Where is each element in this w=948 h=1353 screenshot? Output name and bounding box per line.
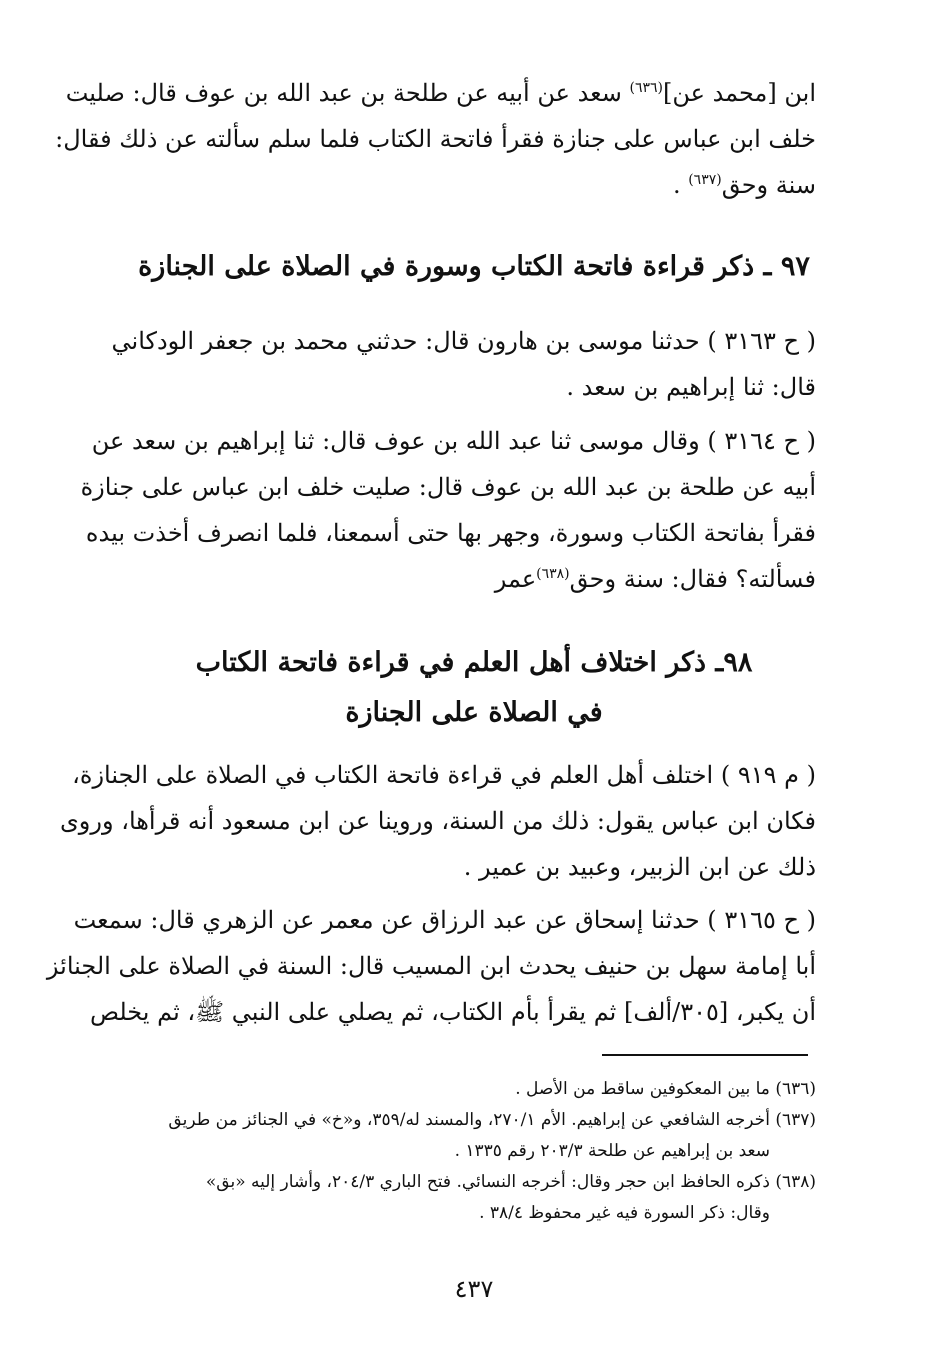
hadith-3163: ( ح ٣١٦٣ ) حدثنا موسى بن هارون قال: حدثني محمد بن جعفر الودكاني قال: ثنا إبراهيم بن سعد .: [111, 327, 816, 401]
footnote-636: (٦٣٦) ما بين المعكوفين ساقط من الأصل .: [515, 1079, 816, 1099]
hadith-3165: ( ح ٣١٦٥ ) حدثنا إسحاق عن عبد الرزاق عن معمر عن الزهري قال: سمعت أبا إمامة سهل بن حنيف يحدث ابن المسيب قال: السنة في الصلاة على الجنائز أن يكبر، [٣٠٥/ألف] ثم يقرأ بأم الكتاب، ثم يصلي على النبي ﷺ، ثم يخلص: [46, 906, 816, 1026]
page-number: ٤٣٧: [454, 1275, 494, 1303]
intro-line: خلف ابن عباس على جنازة فقرأ فاتحة الكتاب فلما سلم سألته عن ذلك فقال:: [55, 125, 816, 153]
footnote-638: (٦٣٨) ذكره الحافظ ابن حجر وقال: أخرجه النسائي. فتح الباري ٢٠٤/٣، وأشار إليه «بق»: [205, 1172, 816, 1192]
footnotes: [126, 1074, 816, 1229]
masala-919: ( م ٩١٩ ) اختلف أهل العلم في قراءة فاتحة الكتاب في الصلاة على الجنازة، فكان ابن عباس يقول: ذلك من السنة، وروينا عن ابن مسعود أنه قرأها، وروى ذلك عن ابن الزبير، وعبيد بن عمير .: [60, 761, 816, 881]
intro-line: سنة وحق$^{(٦٣٧)}$ .: [672, 171, 816, 199]
footnote-ref[interactable]: (٦٣٦): [629, 80, 663, 96]
intro-line: ابن [محمد عن]$^{(٦٣٦)}$ سعد عن أبيه عن طلحة بن عبد الله بن عوف قال: صليت: [65, 79, 816, 107]
footnote-637-cont: سعد بن إبراهيم عن طلحة ٢٠٣/٣ رقم ١٣٣٥ .: [454, 1141, 770, 1161]
footnote-ref[interactable]: (٦٣٨): [536, 566, 570, 582]
section-97-heading: ٩٧ ـ ذكر قراءة فاتحة الكتاب وسورة في الصلاة على الجنازة: [138, 251, 810, 282]
hadith-3164: ( ح ٣١٦٤ ) وقال موسى ثنا عبد الله بن عوف قال: ثنا إبراهيم بن سعد عن أبيه عن طلحة بن عبد الله بن عوف قال: صليت خلف ابن عباس على جنازة فقرأ بفاتحة الكتاب وسورة، وجهر بها حتى أسمعنا، فلما انصرف أخذت بيده فسألته؟ فقال: سنة وحق$^{(٦٣٨)}$عمر: [80, 427, 816, 593]
footnote-638-cont: وقال: ذكر السورة فيه غير محفوظ ٣٨/٤ .: [479, 1203, 770, 1223]
footnote-separator: [602, 1054, 808, 1056]
section-98-heading: ٩٨ـ ذكر اختلاف أهل العلم في قراءة فاتحة الكتاب في الصلاة على الجنازة: [195, 647, 753, 728]
intro-paragraph: [55, 70, 816, 208]
footnote-637: (٦٣٧) أخرجه الشافعي عن إبراهيم. الأم ٢٧٠/١، والمسند له/٣٥٩، و«خ» في الجنائز من طريق: [168, 1110, 816, 1130]
footnote-ref[interactable]: (٦٣٧): [688, 172, 722, 188]
